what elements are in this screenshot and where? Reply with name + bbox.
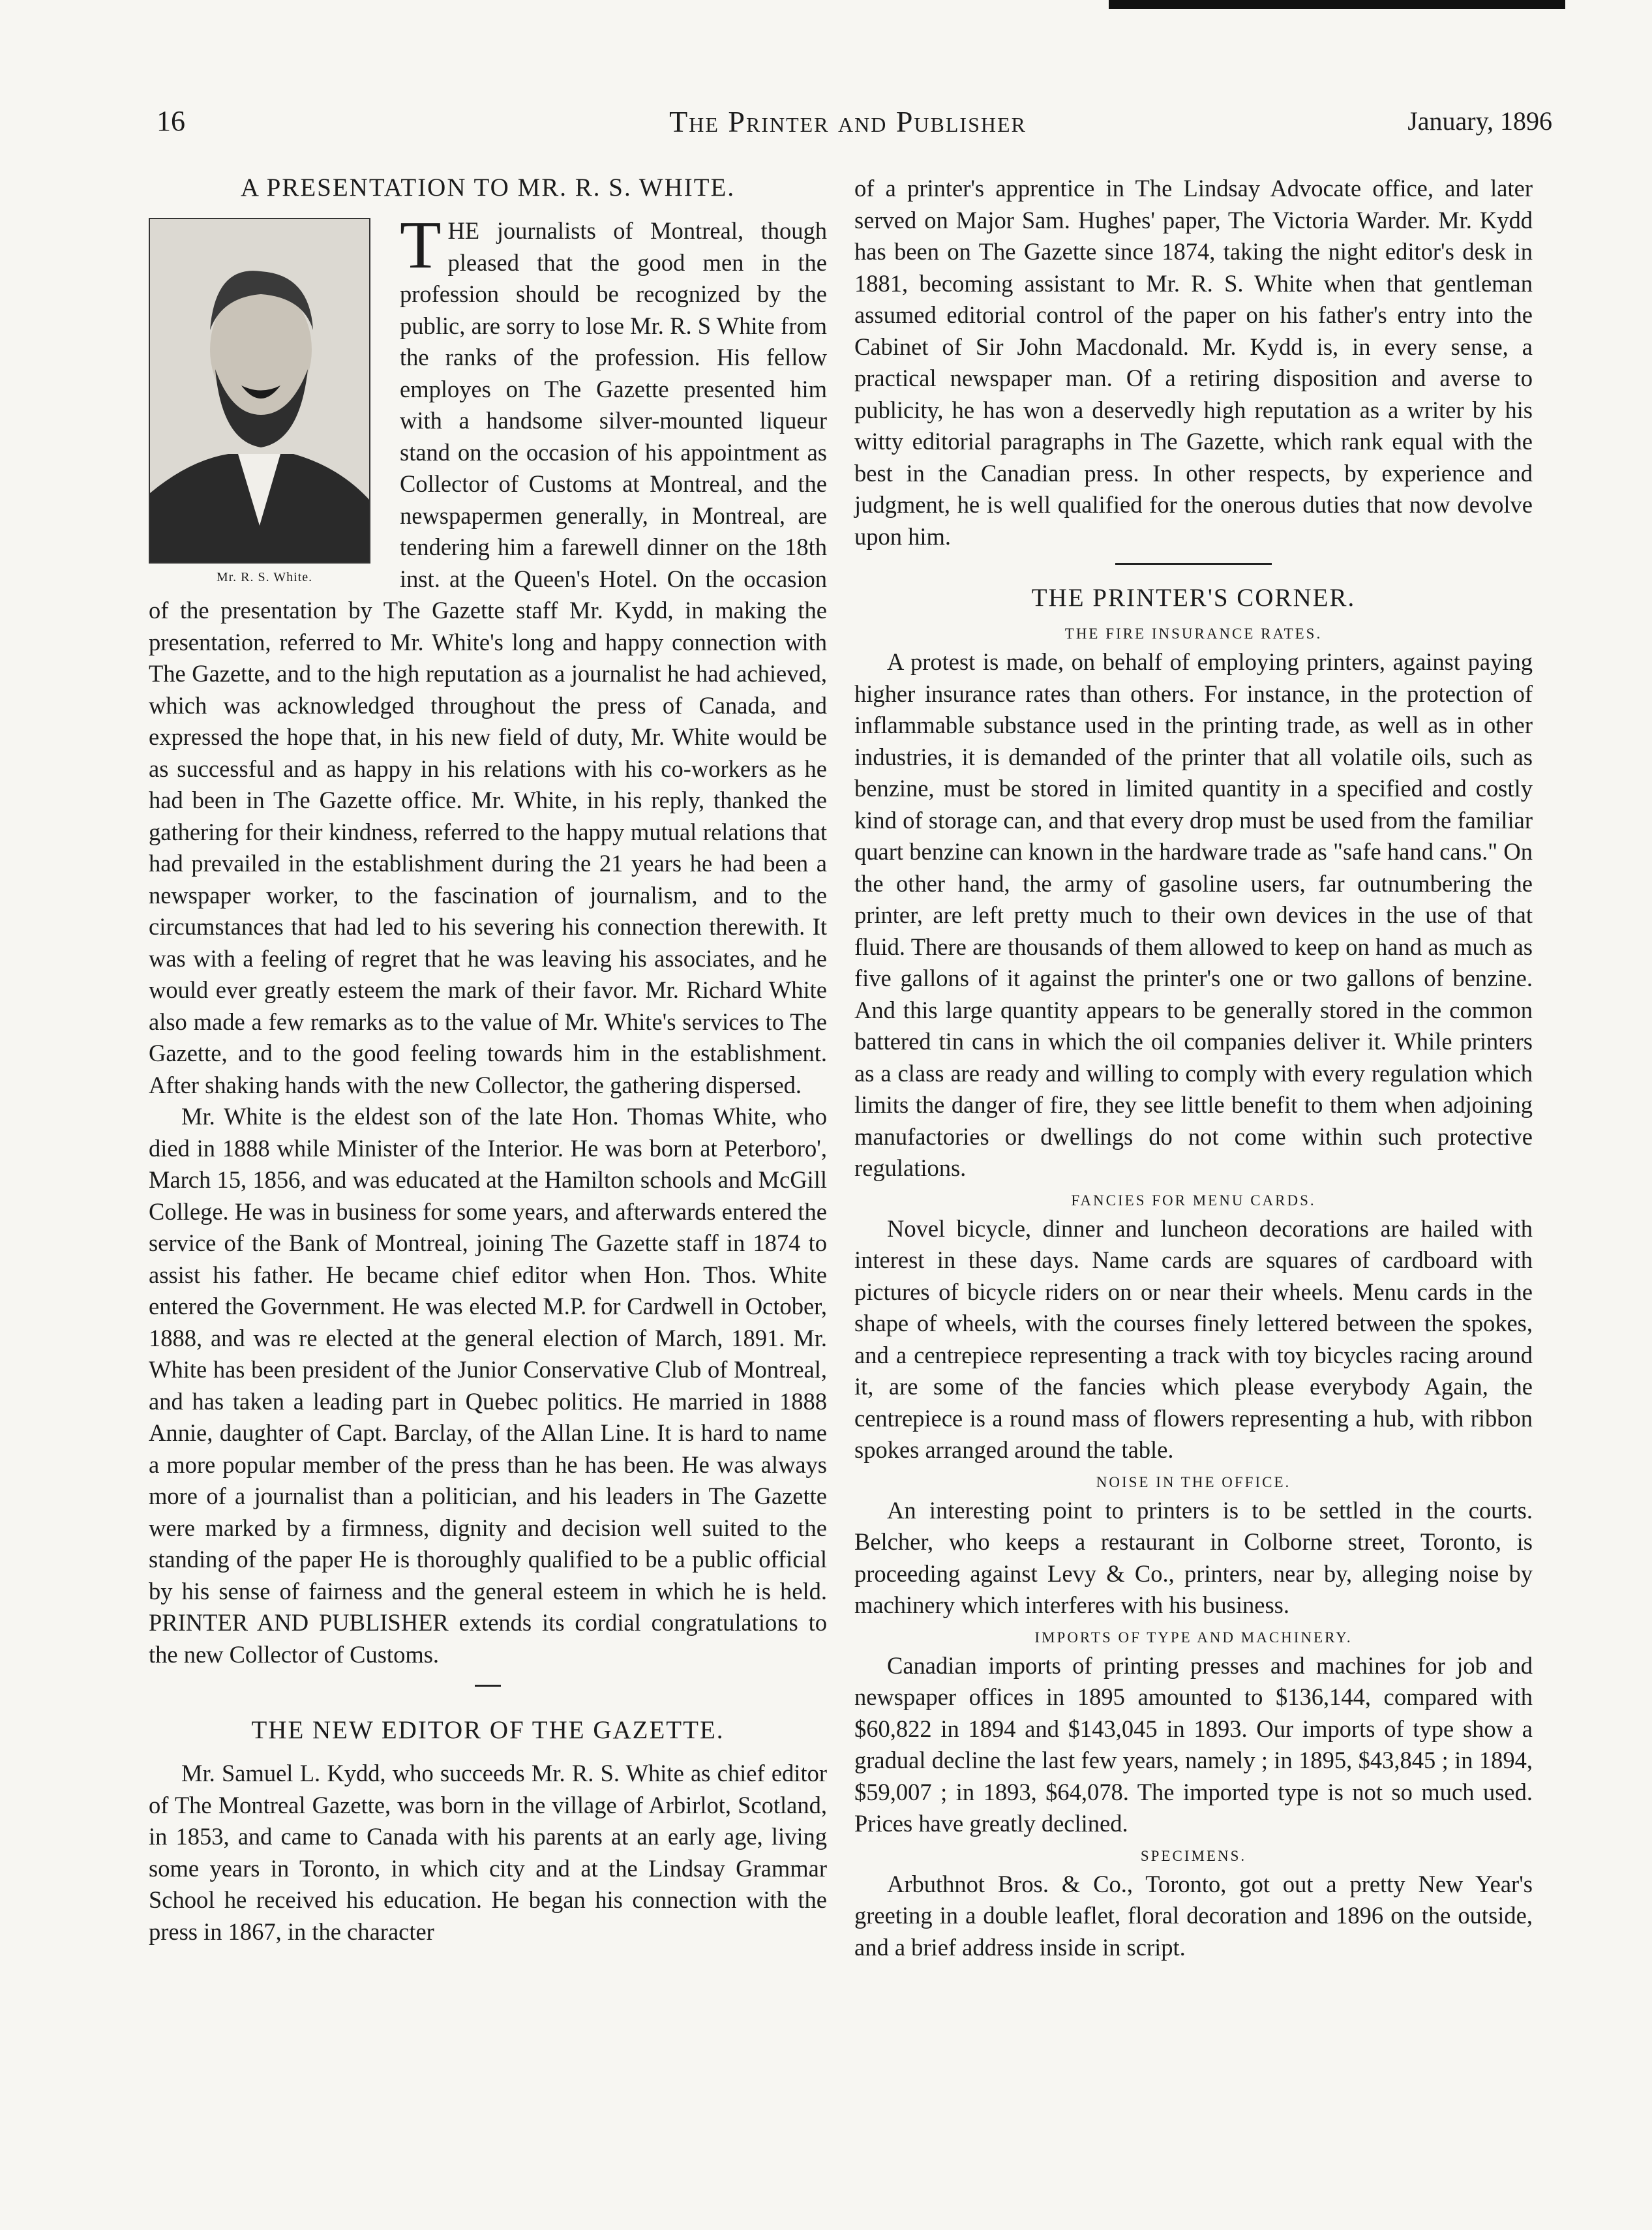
article-paragraph: Canadian imports of printing presses and machines for job and newspaper offices in 1895 amounted to $136,144, compared with $60,822 in 1894 and $143,045 in 1893. Our imports of type show a gradual decline the last few years, namely ; in 1895, $43,845 ; in 1894, $59,007 ; in 1893, $64,078. The imported type is not so much used. Prices have greatly declined. — [854, 1651, 1533, 1837]
article-heading-presentation: A PRESENTATION TO MR. R. S. WHITE. — [240, 173, 736, 202]
article-paragraph: Arbuthnot Bros. & Co., Toronto, got out a pretty New Year's greeting in a double leaflet, floral decoration and 1896 on the outside, and a brief address inside in script. — [854, 1870, 1533, 1961]
portrait-figure — [149, 218, 380, 585]
section-divider — [475, 1685, 501, 1687]
article-heading-new-editor: THE NEW EDITOR OF THE GAZETTE. — [251, 1716, 725, 1744]
publication-title: The Printer and Publisher — [669, 105, 1027, 138]
article-paragraph-continued: of a printer's apprentice in The Lindsay Advocate office, and later served on Major Sam. Hughes' paper, The Victoria Warder. Mr. Kydd has been on The Gazette since 1874, taking the night editor's desk in 1881, becoming assistant to Mr. R. S. White when that gentleman assumed editorial control of the paper on his father's entry into the Cabinet of Sir John Macdonald. Mr. Kydd is, in every sense, a practical newspaper man. Of a retiring disposition and averse to publicity, he has won a deservedly high reputation as a writer by his witty editorial paragraphs in The Gazette, which rank equal with the best in the Canadian press. In other respects, by experience and judgment, he is well qualified for the onerous duties that now devolve upon him. — [854, 175, 1533, 550]
subheading: NOISE IN THE OFFICE. — [1096, 1473, 1291, 1490]
article-paragraph: Mr. White is the eldest son of the late Hon. Thomas White, who died in 1888 while Minister of the Interior. He was born at Peterboro', March 15, 1856, and was educated at the Hamilton schools and McGill College. He was in business for some years, and afterwards entered the service of the Bank of Montreal, joining The Gazette staff in 1874 to assist his father. He became chief editor when Hon. Thos. White entered the Government. He was elected M.P. for Cardwell in October, 1888, and was re elected at the general election of March, 1891. Mr. White has been president of the Junior Conservative Club of Montreal, and has taken a leading part in Quebec politics. He married in 1888 Annie, daughter of Capt. Barclay, of the Allan Line. It is hard to name a more popular member of the press than he has been. He was always more of a journalist than a politician, and his leaders in The Gazette were marked by a firmness, dignity and decision well suited to the standing of the paper He is thoroughly qualified to be a public official by his sense of fairness and the general esteem in which he is held. PRINTER AND PUBLISHER extends its cordial congratulations to the new Collector of Customs. — [149, 1103, 827, 1668]
subheading: SPECIMENS. — [1140, 1847, 1247, 1864]
portrait-image — [149, 218, 370, 564]
portrait-caption: Mr. R. S. White. — [216, 570, 313, 584]
left-column — [149, 173, 827, 1948]
subheading: FANCIES FOR MENU CARDS. — [1071, 1192, 1316, 1209]
section-divider — [1115, 563, 1272, 565]
subheading: THE FIRE INSURANCE RATES. — [1064, 625, 1323, 642]
portrait-engraving-icon — [150, 219, 369, 562]
right-column — [854, 173, 1533, 1963]
issue-date: January, 1896 — [1407, 106, 1552, 136]
article-paragraph: Novel bicycle, dinner and luncheon decorations are hailed with interest in these days. Name cards are squares of cardboard with pictures of bicycle riders on or near their wheels. Menu cards in the shape of wheels, with the courses finely lettered between the spokes, and a centrepiece representing a track with toy bicycles racing around it, are some of the fancies which please everybody Again, the centrepiece is a round mass of flowers representing a hub, with ribbon spokes arranged around the table. — [854, 1214, 1533, 1463]
article-paragraph: THE journalists of Montreal, though pleased that the good men in the profession should be recognized by the public, are sorry to lose Mr. R. S White from the ranks of the profession. His fellow employes on The Gazette presented him with a handsome silver-mounted liqueur stand on the occasion of his appointment as Collector of Customs at Montreal, and the newspapermen generally, in Montreal, are tendering him a farewell dinner on the 18th inst. at the Queen's Hotel. On the occasion of the presentation by The Gazette staff Mr. Kydd, in making the presentation, referred to Mr. White's long and happy connection with The Gazette, and to the high reputation as a journalist he had achieved, which was acknowledged throughout the press of Canada, and expressed the hope that, in his new field of duty, Mr. White would be as successful and as happy in his relations with his co-workers as he had been in The Gazette office. Mr. White, in his reply, thanked the gathering for their kindness, referred to the happy mutual relations that had prevailed in the establishment during the 21 years he had been a newspaper worker, to the fascination of journalism, and to the circumstances that had led to his severing his connection therewith. It was with a feeling of regret that he was leaving his associates, and he would ever greatly esteem the mark of their favor. Mr. Richard White also made a few remarks as to the value of Mr. White's services to The Gazette, and to the good feeling towards him in the establishment. After shaking hands with the new Collector, the gathering dispersed. — [149, 207, 827, 1098]
subheading: IMPORTS OF TYPE AND MACHINERY. — [1034, 1629, 1353, 1646]
top-edge-bar — [1109, 0, 1565, 9]
article-paragraph: A protest is made, on behalf of employing printers, against paying higher insurance rates than others. For instance, in the protection of inflammable substance used in the printing trade, as well as in other industries, it is demanded of the printer that all volatile oils, such as benzine, must be stored in limited quantity in a specified and costly kind of storage can, and that every drop must be used from the familiar quart benzine can known in the hardware trade as "safe hand cans." On the other hand, the army of gasoline users, far outnumbering the printer, are left pretty much to their own devices in the use of that fluid. There are thousands of them allowed to keep on hand as much as five gallons of it against the printer's one or two gallons of benzine. And this large quantity appears to be generally stored in the common battered tin cans in which the oil companies deliver it. While printers as a class are ready and willing to comply with every regulation which limits the danger of fire, they see little benefit to them when adjoining manufactories or dwellings do not come within such protective regulations. — [854, 648, 1533, 1181]
page-number: 16 — [157, 105, 185, 137]
drop-cap: T — [400, 207, 442, 282]
page-header — [143, 98, 1552, 150]
article-paragraph: An interesting point to printers is to be settled in the courts. Belcher, who keeps a restaurant in Colborne street, Toronto, is proceeding against Levy & Co., printers, near by, alleging noise by machinery which interferes with his business. — [854, 1496, 1533, 1618]
article-heading-printers-corner: THE PRINTER'S CORNER. — [1031, 584, 1356, 612]
article-paragraph: Mr. Samuel L. Kydd, who succeeds Mr. R. S. White as chief editor of The Montreal Gazette, was born in the village of Arbirlot, Scotland, in 1853, and came to Canada with his parents at an early age, living some years in Toronto, in which city and at the Lindsay Grammar School he received his education. He began his connection with the press in 1867, in the character — [149, 1760, 827, 1945]
